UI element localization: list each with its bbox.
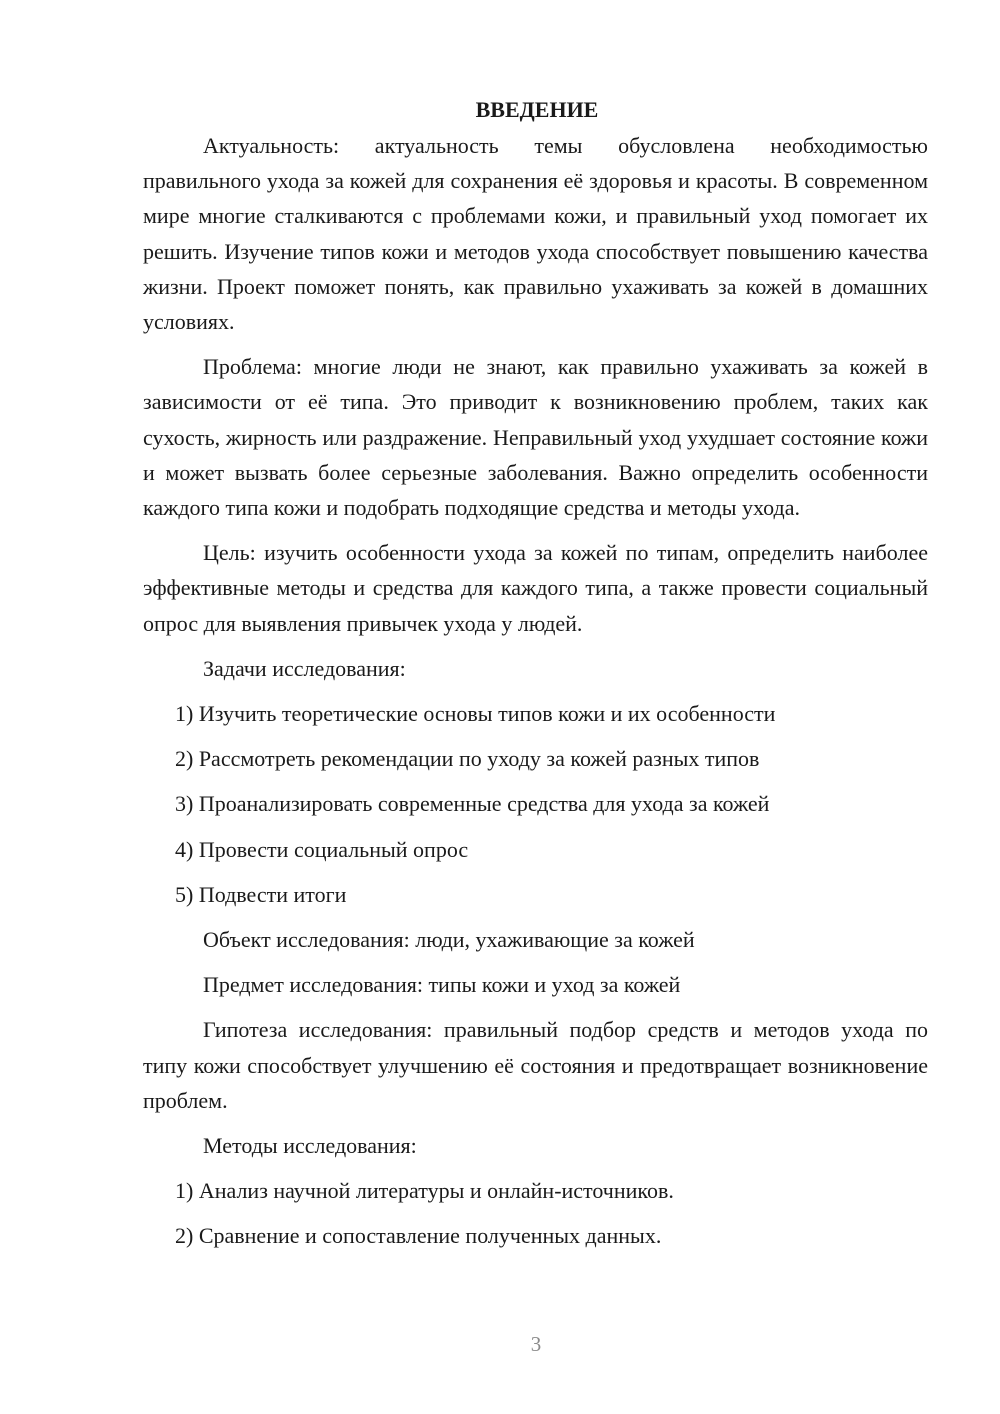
goal-paragraph: Цель: изучить особенности ухода за кожей по типам, определить наиболее эффективные методы и средства для каждого типа, а также провести социальный опрос для выявления привычек ухода у людей.: [143, 540, 928, 636]
task-item-5: 5) Подвести итоги: [175, 881, 347, 907]
task-item-1: 1) Изучить теоретические основы типов кожи и их особенности: [175, 701, 776, 727]
research-subject: Предмет исследования: типы кожи и уход за кожей: [203, 972, 681, 998]
section-title: ВВЕДЕНИЕ: [475, 97, 599, 122]
method-item-1: 1) Анализ научной литературы и онлайн-источников.: [175, 1178, 674, 1204]
hypothesis-paragraph: Гипотеза исследования: правильный подбор средств и методов ухода по типу кожи способствует улучшению её состояния и предотвращает возникновение проблем.: [143, 1017, 928, 1113]
research-object: Объект исследования: люди, ухаживающие за кожей: [203, 927, 695, 953]
methods-heading: Методы исследования:: [203, 1133, 417, 1159]
page-number: 3: [530, 1332, 542, 1356]
document-page: [143, 94, 928, 1264]
task-item-4: 4) Провести социальный опрос: [175, 836, 469, 862]
tasks-heading: Задачи исследования:: [203, 655, 406, 681]
method-item-2: 2) Сравнение и сопоставление полученных данных.: [175, 1223, 662, 1249]
problem-paragraph: Проблема: многие люди не знают, как правильно ухаживать за кожей в зависимости от её типа. Это приводит к возникновению проблем, таких как сухость, жирность или раздражение. Неправильный уход ухудшает состояние кожи и может вызвать более серьезные заболевания. Важно определить особенности каждого типа кожи и подобрать подходящие средства и методы ухода.: [143, 354, 928, 521]
relevance-paragraph: Актуальность: актуальность темы обусловлена необходимостью правильного ухода за кожей для сохранения её здоровья и красоты. В современном мире многие сталкиваются с проблемами кожи, и правильный уход помогает их решить. Изучение типов кожи и методов ухода способствует повышению качества жизни. Проект поможет понять, как правильно ухаживать за кожей в домашних условиях.: [143, 133, 928, 335]
task-item-3: 3) Проанализировать современные средства для ухода за кожей: [175, 791, 770, 817]
task-item-2: 2) Рассмотреть рекомендации по уходу за кожей разных типов: [175, 746, 760, 772]
